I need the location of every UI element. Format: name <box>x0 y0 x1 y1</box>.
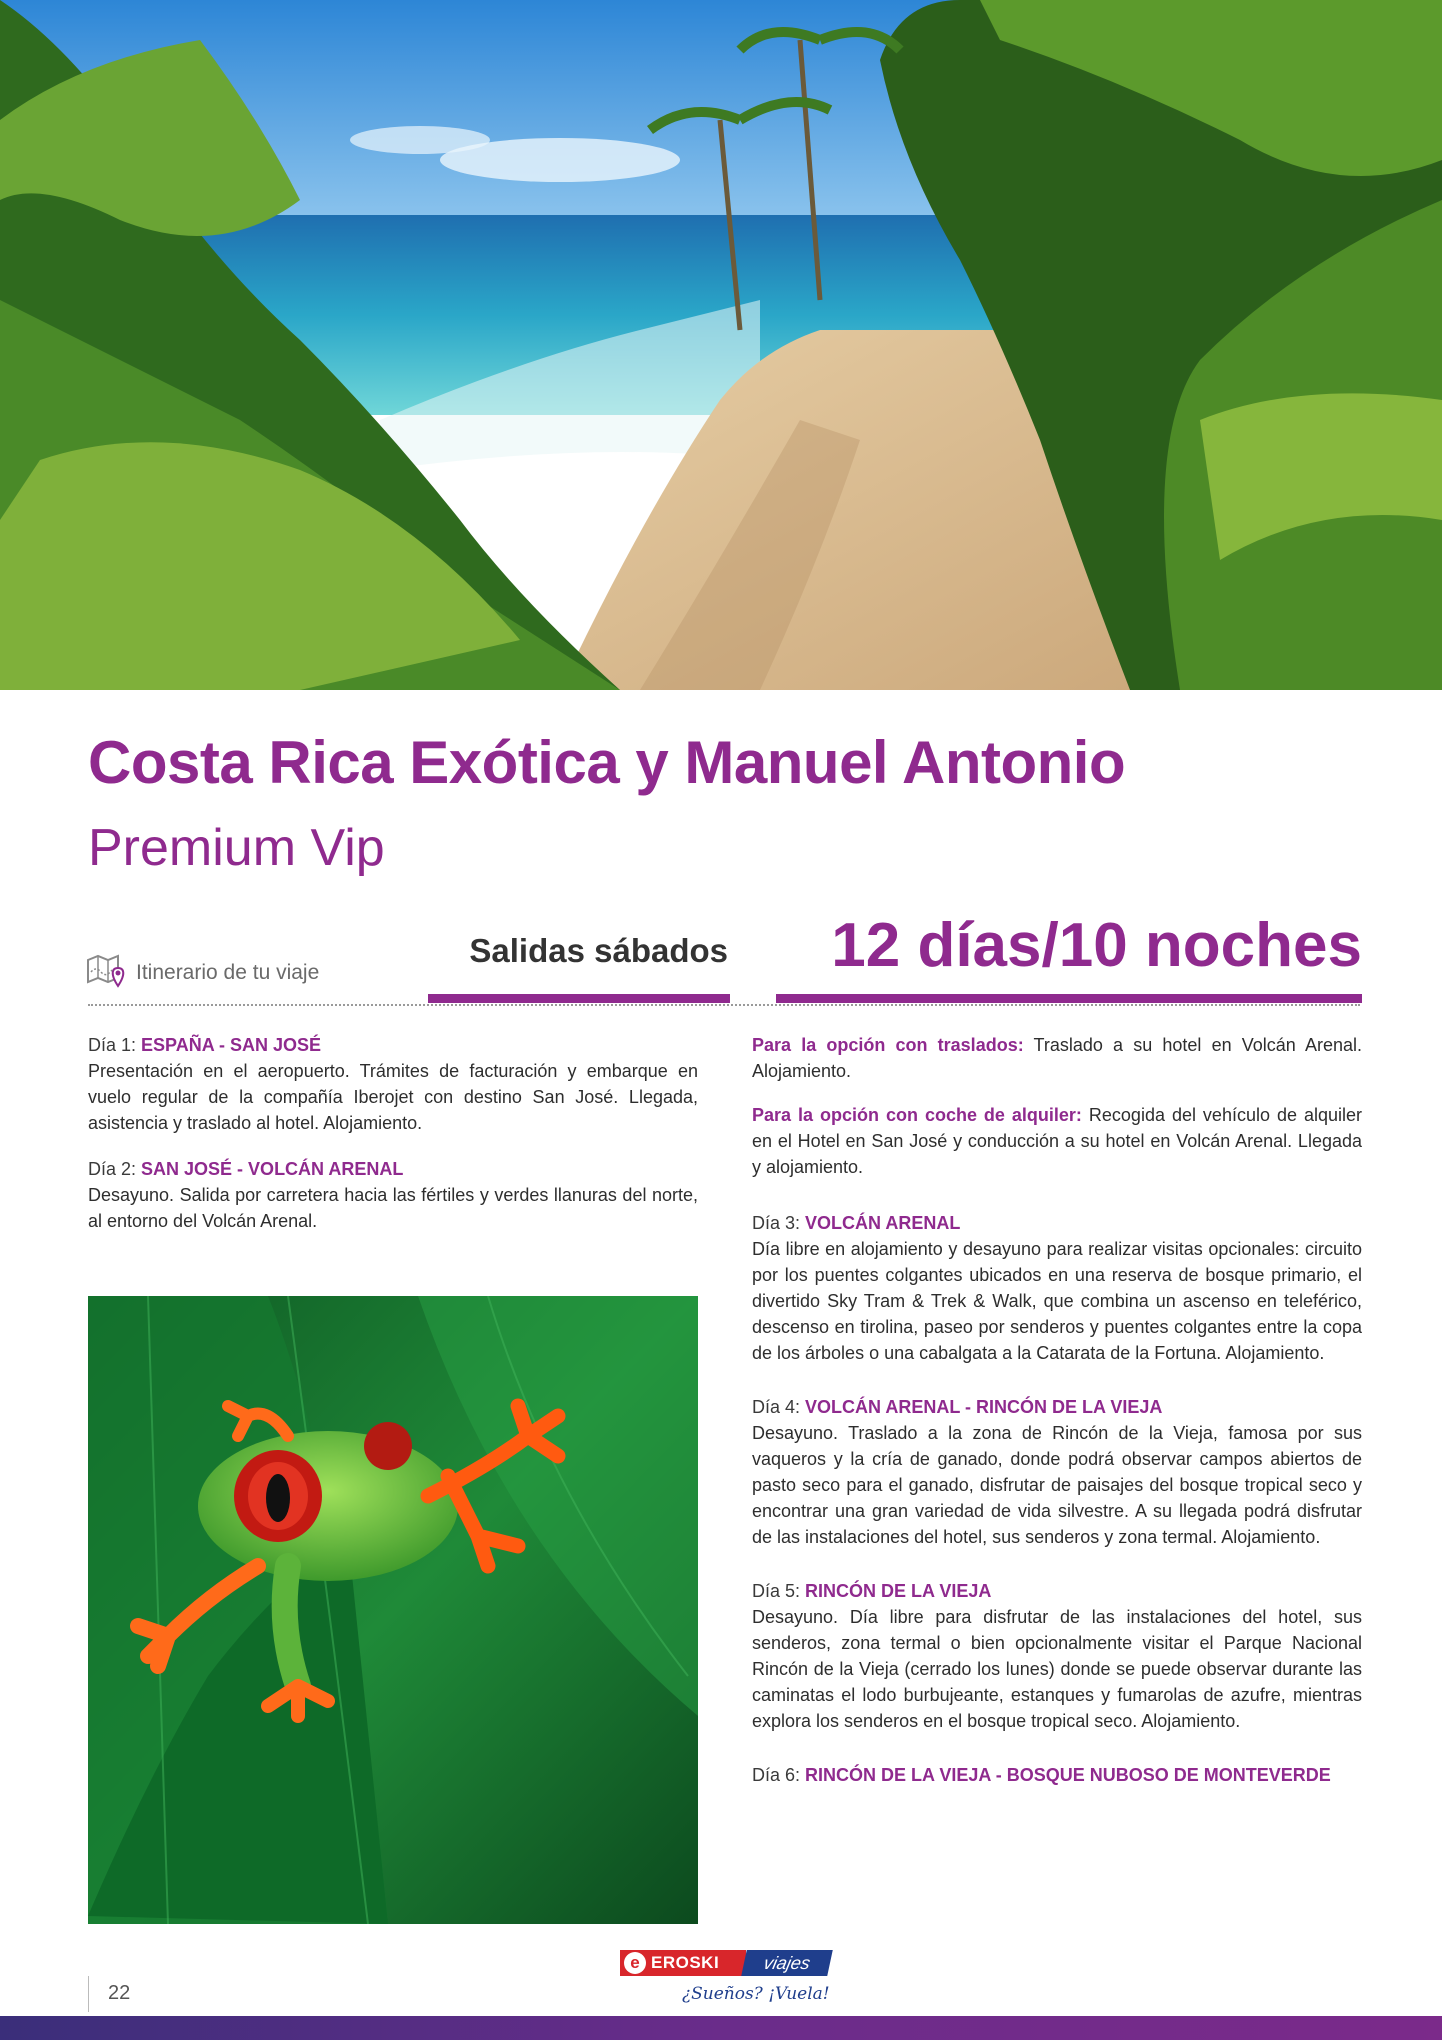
day-entry <box>88 1156 698 1234</box>
trip-duration: 12 días/10 noches <box>831 911 1362 980</box>
logo-tagline: ¿Sueños? ¡Vuela! <box>682 1984 830 2004</box>
dotted-divider <box>88 1004 1360 1006</box>
page-subtitle: Premium Vip <box>88 819 385 877</box>
map-pin-icon <box>86 952 128 993</box>
day-description: Desayuno. Día libre para disfrutar de las instalaciones del hotel, sus senderos, zona termal o bien opcionalmente visitar el Parque Nacional Rincón de la Vieja (cerrado los lunes) donde se puede observar durante las caminatas el lodo burbujeante, estanques y fumarolas de azufre, mientras explora los senderos en el bosque tropical seco. Alojamiento. <box>752 1607 1362 1731</box>
logo-red-block <box>620 1950 746 1976</box>
frog-photo <box>88 1296 698 1924</box>
itinerary-right-column <box>752 1032 1362 1808</box>
option-transfers: Para la opción con traslados: Traslado a su hotel en Volcán Arenal. Alojamiento. <box>752 1035 1362 1081</box>
day-entry <box>752 1578 1362 1734</box>
day-heading: Día 4: VOLCÁN ARENAL - RINCÓN DE LA VIEJA <box>752 1397 1163 1417</box>
day-heading: Día 3: VOLCÁN ARENAL <box>752 1213 961 1233</box>
itinerary-label: Itinerario de tu viaje <box>136 960 320 984</box>
day-heading: Día 1: ESPAÑA - SAN JOSÉ <box>88 1035 322 1055</box>
logo-brand: EROSKI <box>651 1953 720 1972</box>
bottom-color-bar <box>0 2016 1442 2040</box>
day-entry <box>752 1762 1362 1788</box>
logo-bar <box>620 1950 830 1976</box>
option-rental-car: Para la opción con coche de alquiler: Recogida del vehículo de alquiler en el Hotel en San José y conducción a su hotel en Volcán Arenal. Llegada y alojamiento. <box>752 1105 1362 1177</box>
logo-sub: viajes <box>741 1950 833 1976</box>
itinerary-left-column <box>88 1032 698 1254</box>
departures-label: Salidas sábados <box>469 932 728 969</box>
itinerary-label-group <box>86 952 319 993</box>
eroski-e-icon: e <box>624 1952 646 1974</box>
day-description: Presentación en el aeropuerto. Trámites de facturación y embarque en vuelo regular de la compañía Iberojet con destino San José. Llegada, asistencia y traslado al hotel. Alojamiento. <box>88 1061 698 1133</box>
hero-beach-photo <box>0 0 1442 690</box>
day-heading: Día 2: SAN JOSÉ - VOLCÁN ARENAL <box>88 1159 404 1179</box>
day-entry <box>752 1394 1362 1550</box>
day-heading: Día 6: RINCÓN DE LA VIEJA - BOSQUE NUBOSO DE MONTEVERDE <box>752 1765 1331 1785</box>
departures-underline <box>428 994 730 1003</box>
page-title: Costa Rica Exótica y Manuel Antonio <box>88 729 1126 796</box>
day-description: Día libre en alojamiento y desayuno para realizar visitas opcionales: circuito por los puentes colgantes ubicados en una reserva de bosque primario, el divertido Sky Tram & Trek & Walk, que combina un ascenso en teleférico, descenso en tirolina, paseo por senderos y puentes colgantes entre la copa de los árboles o una cabalgata a la Catarata de la Fortuna. Alojamiento. <box>752 1239 1362 1363</box>
day-entry <box>88 1032 698 1136</box>
day-description: Desayuno. Salida por carretera hacia las fértiles y verdes llanuras del norte, al entorno del Volcán Arenal. <box>88 1185 698 1231</box>
day-description: Desayuno. Traslado a la zona de Rincón de la Vieja, famosa por sus vaqueros y la cría de ganado, donde podrá observar campos abiertos de pasto seco para el ganado, disfrutar de paisajes del bosque tropical seco y encontrar una gran variedad de vida silvestre. A su llegada podrá disfrutar de las instalaciones del hotel, sus senderos y zona termal. Alojamiento. <box>752 1423 1362 1547</box>
page-number-divider <box>88 1976 89 2012</box>
duration-underline <box>776 994 1362 1003</box>
page-number: 22 <box>108 1982 131 2004</box>
day-heading: Día 5: RINCÓN DE LA VIEJA <box>752 1581 992 1601</box>
day-entry <box>752 1210 1362 1366</box>
